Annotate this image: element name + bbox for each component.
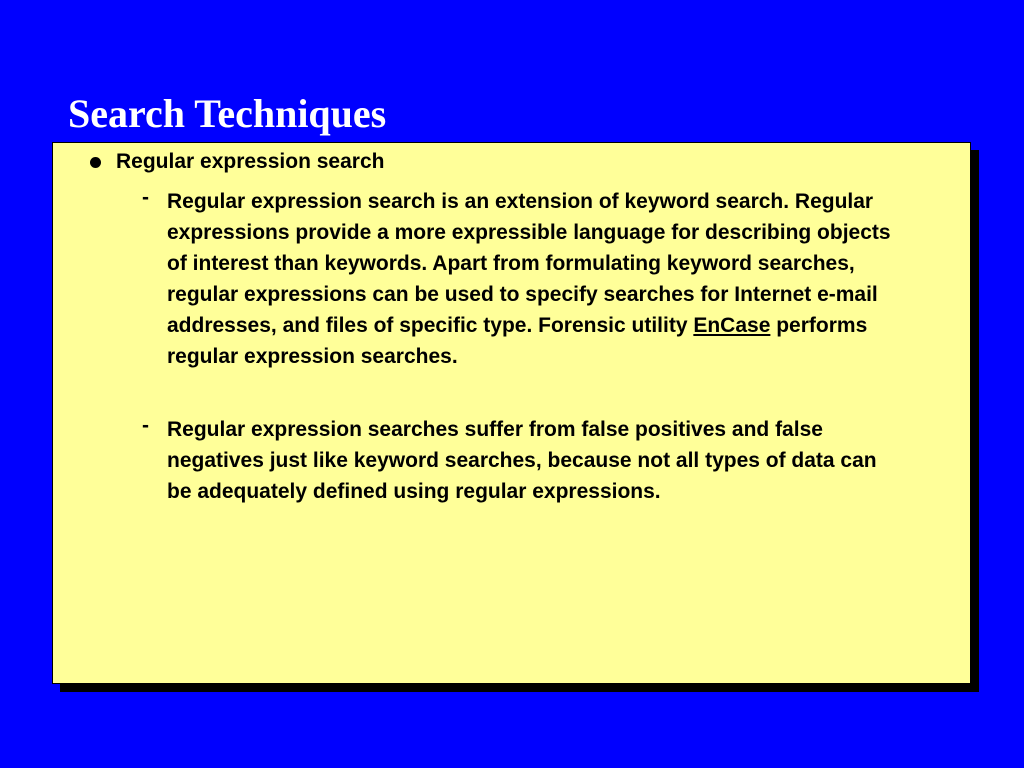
sub-item-text — [167, 186, 902, 372]
sub-item-text-part: Regular expression search is an extension of keyword search. Regular expressions provide a more expressible language for describing objects of interest than keywords. Apart from formulating keyword searches, regular expressions can be used to specify searches for Internet e-mail addresses, and files of specific type. Forensic utility — [167, 190, 891, 337]
sub-item-text-part: performs regular expression searches. — [167, 314, 868, 368]
encase-link[interactable]: EnCase — [693, 314, 771, 337]
bullet-text: Regular expression search — [116, 150, 385, 173]
sub-item-text: Regular expression searches suffer from false positives and false negatives just like keyword searches, because not all types of data can be adequately defined using regular expressions. — [167, 418, 877, 503]
slide-title: Search Techniques — [68, 91, 387, 136]
dash-icon: - — [142, 414, 149, 437]
sub-item-extension — [142, 186, 902, 372]
dash-icon: - — [142, 186, 149, 209]
bullet-dot-icon — [90, 157, 101, 168]
sub-item-false-positives — [142, 414, 902, 507]
